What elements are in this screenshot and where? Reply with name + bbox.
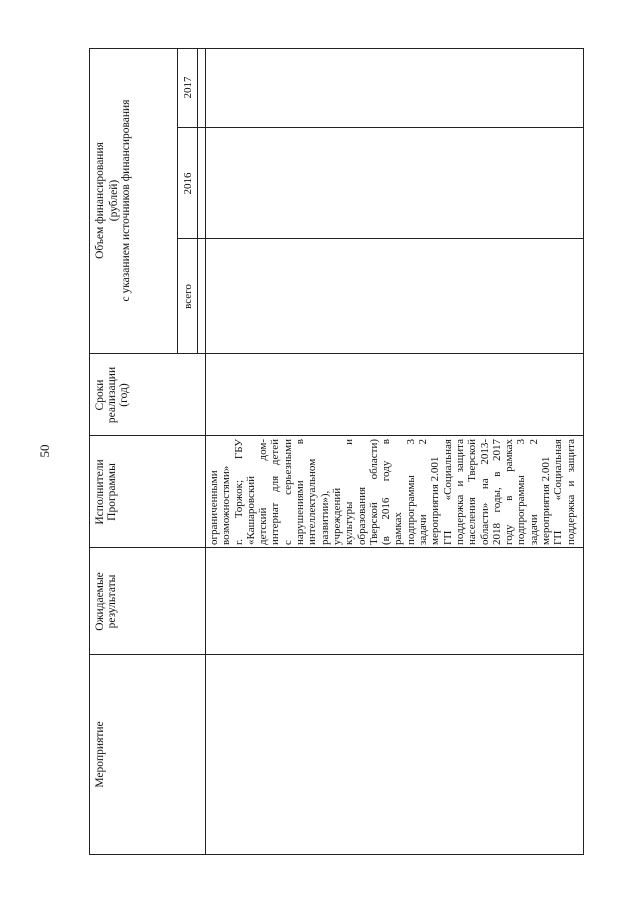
executors-line: году в рамках bbox=[503, 439, 516, 545]
header-measure: Мероприятие bbox=[94, 721, 106, 788]
executors-line: мероприятия 2.001 bbox=[540, 456, 553, 545]
page-number: 50 bbox=[37, 444, 52, 458]
executors-line: подпрограммы 3 bbox=[515, 439, 528, 545]
executors-line: интернат для детей bbox=[269, 439, 282, 545]
executors-line: «Кашаровский bbox=[244, 475, 257, 545]
executors-line: с серьезными bbox=[281, 439, 294, 545]
executors-line: населения Тверской bbox=[466, 439, 479, 545]
executors-line: развитии»), bbox=[318, 490, 331, 545]
executors-line: образования bbox=[355, 486, 368, 545]
executors-line: детский дом- bbox=[257, 439, 270, 545]
executors-line: подпрограммы 3 bbox=[404, 439, 417, 545]
executors-line: 2018 годы, в 2017 bbox=[490, 439, 503, 545]
executors-line: культуры и bbox=[343, 439, 356, 545]
executors-line: задачи 2 bbox=[527, 439, 540, 545]
header-executors: Исполнители Программы bbox=[94, 459, 118, 525]
executors-line: ограниченными bbox=[208, 470, 220, 545]
funding-sub-line-2 bbox=[197, 49, 198, 354]
executors-line: поддержка и защита bbox=[564, 439, 577, 545]
col-border-4 bbox=[90, 353, 583, 354]
executors-line: задачи 2 bbox=[417, 439, 430, 545]
executors-line: (в 2016 году в bbox=[380, 439, 393, 545]
executors-line: г. Торжок; ГБУ bbox=[232, 439, 245, 545]
funding-sub-line bbox=[177, 49, 178, 354]
header-funding: Объем финансирования (рублей) с указанием источников финансирования bbox=[94, 99, 132, 302]
header-expected-results: Ожидаемые результаты bbox=[94, 572, 118, 631]
col-border-2 bbox=[90, 547, 583, 548]
executors-line: Тверской области) bbox=[367, 439, 380, 545]
header-bottom-line bbox=[205, 49, 206, 854]
executors-cell-text bbox=[208, 439, 577, 545]
executors-line: учреждений bbox=[330, 487, 343, 545]
document-sheet bbox=[89, 48, 584, 855]
executors-line: ГП «Социальная bbox=[441, 439, 454, 545]
col-border-1 bbox=[90, 654, 583, 655]
executors-line: поддержка и защита bbox=[453, 439, 466, 545]
executors-line: рамках bbox=[392, 512, 405, 545]
header-funding-total: всего bbox=[182, 284, 194, 309]
header-terms: Сроки реализации (год) bbox=[94, 366, 130, 424]
executors-line: области» на 2013- bbox=[478, 439, 491, 545]
executors-line: интеллектуальном bbox=[306, 458, 319, 545]
header-year-2017: 2017 bbox=[182, 76, 194, 99]
col-border-3 bbox=[90, 435, 583, 436]
executors-line: нарушениями в bbox=[294, 439, 307, 545]
header-year-2016: 2016 bbox=[182, 172, 194, 195]
program-table bbox=[89, 48, 584, 855]
col-border-5 bbox=[177, 238, 583, 239]
executors-line: возможностями» bbox=[220, 465, 233, 545]
executors-line: мероприятия 2.001 bbox=[429, 456, 442, 545]
executors-line: ГП «Социальная bbox=[552, 439, 565, 545]
col-border-6 bbox=[177, 127, 583, 128]
